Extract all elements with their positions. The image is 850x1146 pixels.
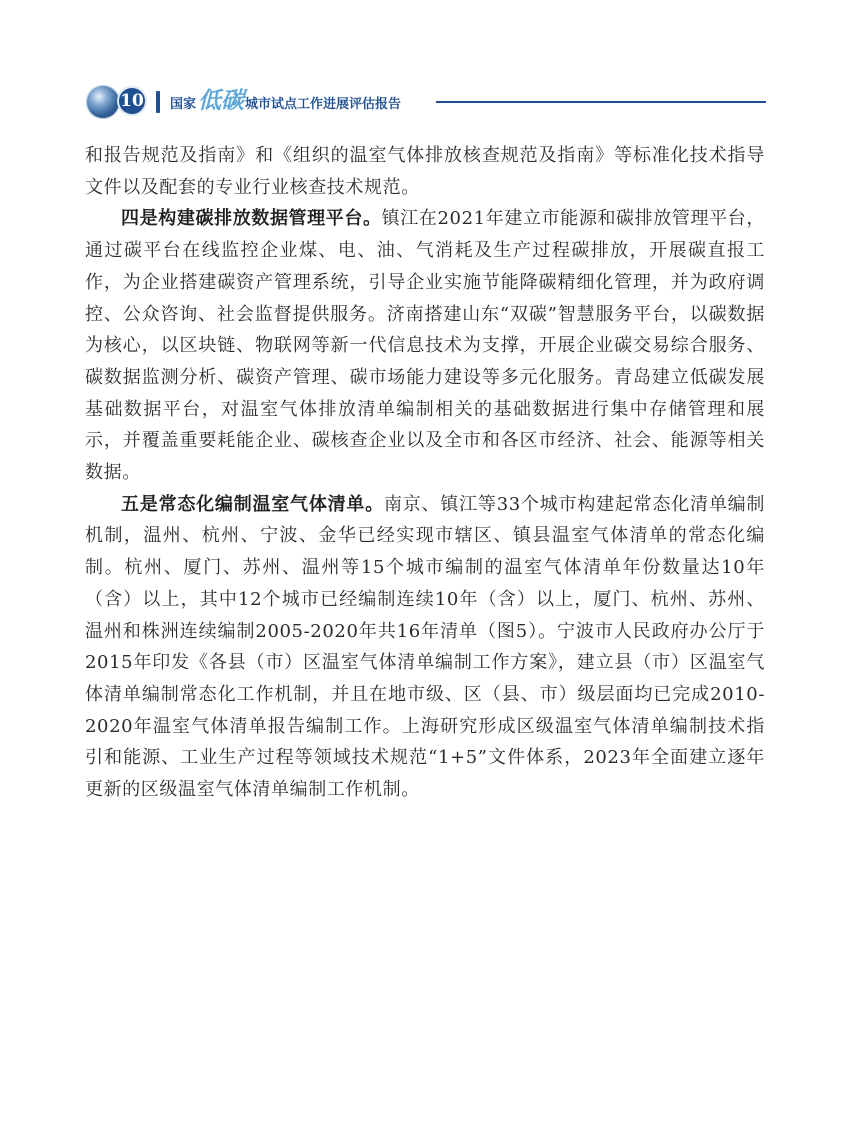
page-header (86, 82, 766, 122)
report-title-suffix: 城市试点工作进展评估报告 (245, 96, 402, 112)
page-number: 10 (117, 86, 147, 116)
report-title (170, 86, 402, 115)
report-title-accent: 低碳 (198, 86, 245, 114)
paragraph-text: 和报告规范及指南》和《组织的温室气体排放核查规范及指南》等标准化技术指导文件以及配套的专业行业核查技术规范。 (85, 145, 765, 198)
paragraph-text: 南京、镇江等33个城市构建起常态化清单编制机制，温州、杭州、宁波、金华已经实现市辖区、镇县温室气体清单的常态化编制。杭州、厦门、苏州、温州等15个城市编制的温室气体清单年份数量达10年（含）以上，其中12个城市已经编制连续10年（含）以上，厦门、杭州、苏州、温州和株洲连续编制2005-2020年共16年清单（图5）。宁波市人民政府办公厅于2015年印发《各县（市）区温室气体清单编制工作方案》，建立县（市）区温室气体清单编制常态化工作机制，并且在地市级、区（县、市）级层面均已完成2010-2020年温室气体清单报告编制工作。上海研究形成区级温室气体清单编制技术指引和能源、工业生产过程等领域技术规范“1+5”文件体系，2023年全面建立逐年更新的区级温室气体清单编制工作机制。 (85, 493, 765, 801)
report-title-prefix: 国家 (170, 96, 197, 112)
header-rule (436, 101, 766, 103)
paragraph-emission-inventory (85, 489, 765, 806)
globe-icon (86, 85, 120, 119)
paragraph-continued (85, 140, 765, 203)
paragraph-text: 镇江在2021年建立市能源和碳排放管理平台，通过碳平台在线监控企业煤、电、油、气消耗及生产过程碳排放，开展碳直报工作，为企业搭建碳资产管理系统，引导企业实施节能降碳精细化管理，并为政府调控、公众咨询、社会监督提供服务。济南搭建山东“双碳”智慧服务平台，以碳数据为核心，以区块链、物联网等新一代信息技术为支撑，开展企业碳交易综合服务、碳数据监测分析、碳资产管理、碳市场能力建设等多元化服务。青岛建立低碳发展基础数据平台，对温室气体排放清单编制相关的基础数据进行集中存储管理和展示，并覆盖重要耗能企业、碳核查企业以及全市和各区市经济、社会、能源等相关数据。 (85, 208, 765, 484)
paragraph-data-platform (85, 203, 765, 488)
body-text (85, 140, 765, 806)
paragraph-lead: 四是构建碳排放数据管理平台。 (121, 208, 382, 230)
paragraph-lead: 五是常态化编制温室气体清单。 (121, 493, 384, 515)
header-divider (156, 91, 160, 113)
